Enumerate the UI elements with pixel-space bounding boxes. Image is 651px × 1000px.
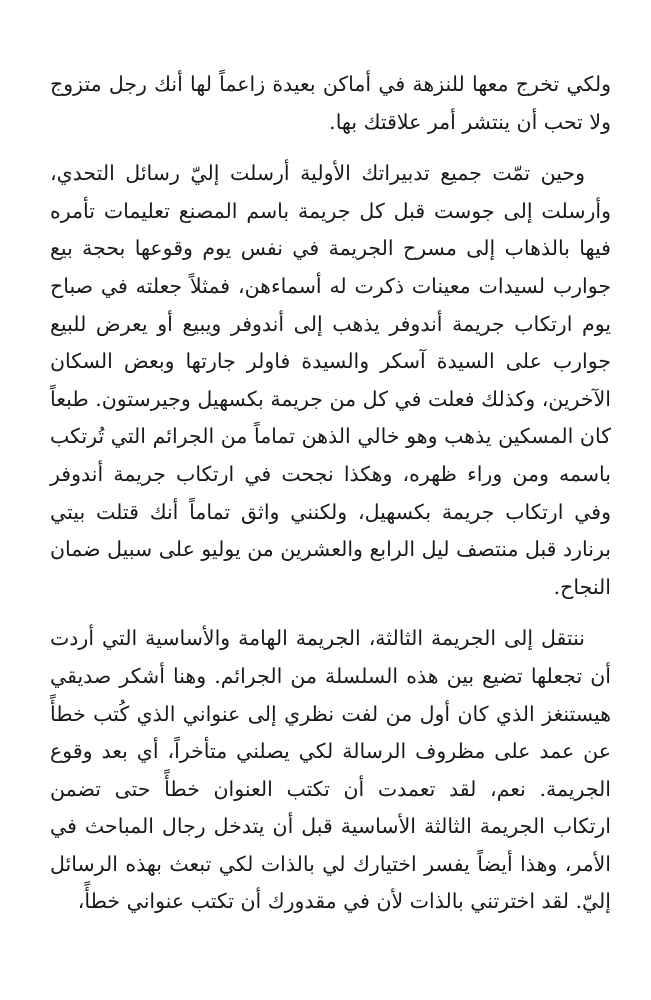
paragraph-3: ننتقل إلى الجريمة الثالثة، الجريمة الهامة والأساسية التي أردت أن تجعلها تضيع بين هذه السلسلة من الجرائم. وهنا أشكر صديقي هيستنغز الذي كان أول من لفت نظري إلى عنواني الذي كُتب خطأً عن عمد على مظروف الرسالة لكي يصلني متأخراً، أي بعد وقوع الجريمة. نعم، لقد تعمدت أن تكتب العنوان خطأً حتى تضمن ارتكاب الجريمة الثالثة الأساسية قبل أن يتدخل رجال المباحث في الأمر، وهذا أيضاً يفسر اختيارك لي بالذات لكي تبعث بهذه الرسائل إليّ. لقد اخترتني بالذات لأن في مقدورك أن تكتب عنواني خطأً،: [50, 626, 611, 914]
book-page: [50, 66, 611, 921]
paragraph-1: ولكي تخرج معها للنزهة في أماكن بعيدة زاعماً لها أنك رجل متزوج ولا تحب أن ينتشر أمر علاقتك بها.: [50, 72, 611, 134]
paragraph-2: وحين تمّت جميع تدبيراتك الأولية أرسلت إليّ رسائل التحدي، وأرسلت إلى جوست قبل كل جريمة باسم المصنع تعليمات تأمره فيها بالذهاب إلى مسرح الجريمة في نفس يوم وقوعها بحجة بيع جوارب لسيدات معينات ذكرت له أسماءهن، فمثلاً جعلته في صباح يوم ارتكاب جريمة أندوفر يذهب إلى أندوفر ويبيع أو يعرض للبيع جوارب على السيدة آسكر والسيدة فاولر جارتها وبعض السكان الآخرين، وكذلك فعلت في كل من جريمة بكسهيل وجيرستون. طبعاً كان المسكين يذهب وهو خالي الذهن تماماً من الجرائم التي تُرتكب باسمه ومن وراء ظهره، وهكذا نجحت في ارتكاب جريمة أندوفر وفي ارتكاب جريمة بكسهيل، ولكنني واثق تماماً أنك قتلت بيتي برنارد قبل منتصف ليل الرابع والعشرين من يوليو على سبيل ضمان النجاح.: [50, 161, 611, 599]
